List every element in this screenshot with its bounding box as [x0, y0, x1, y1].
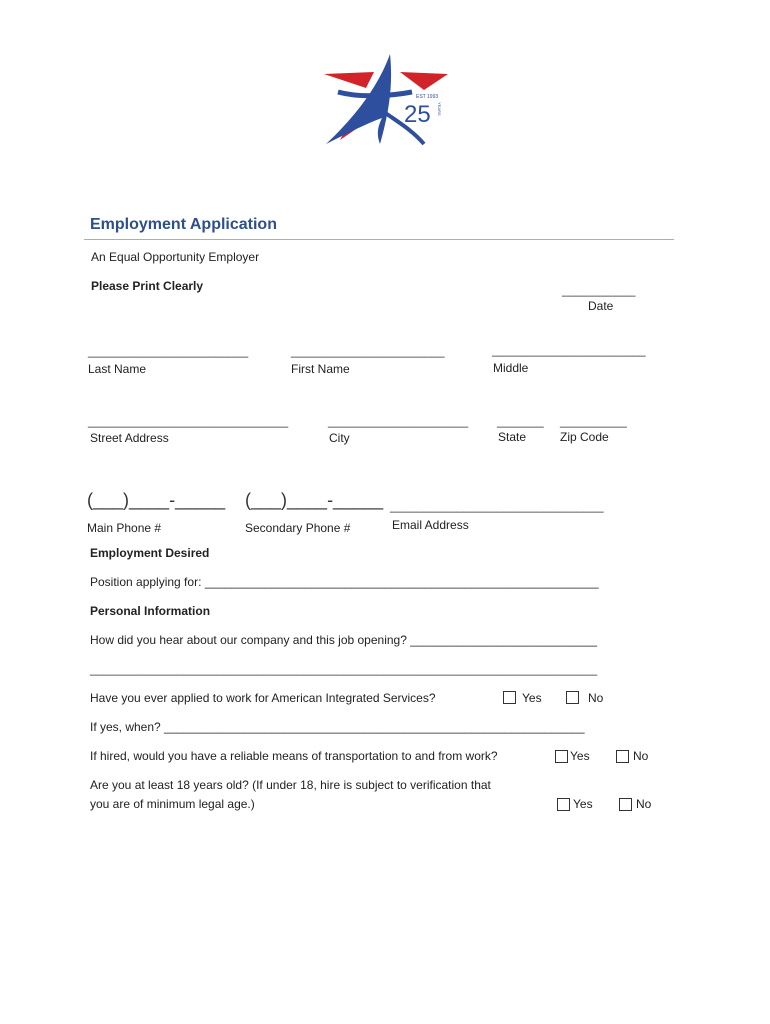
middle-name-field[interactable]: _______________________	[492, 343, 646, 357]
employment-desired-heading: Employment Desired	[90, 546, 210, 560]
applied-before-question: Have you ever applied to work for American Integrated Services?	[90, 691, 436, 705]
first-name-label: First Name	[291, 362, 350, 376]
city-field[interactable]: _____________________	[328, 414, 469, 428]
logo-number-text: 25	[404, 101, 431, 128]
transportation-no-label: No	[633, 749, 649, 763]
applied-before-no-label: No	[588, 691, 604, 705]
secondary-phone-field[interactable]: (___)____-_____	[245, 490, 384, 510]
age-question-line-1: Are you at least 18 years old? (If under 18, hire is subject to verification that	[90, 778, 491, 792]
company-logo	[320, 52, 450, 148]
age-yes-label: Yes	[573, 797, 593, 811]
state-field[interactable]: _______	[497, 414, 544, 428]
email-address-field[interactable]: ________________________________	[390, 499, 604, 513]
personal-information-heading: Personal Information	[90, 604, 211, 618]
street-address-field[interactable]: ______________________________	[88, 414, 289, 428]
secondary-phone-label: Secondary Phone #	[245, 521, 351, 535]
state-label: State	[498, 430, 527, 444]
age-no-checkbox[interactable]	[619, 798, 632, 811]
transportation-yes-label: Yes	[570, 749, 590, 763]
applied-before-no-checkbox[interactable]	[566, 691, 579, 704]
street-address-label: Street Address	[90, 431, 169, 445]
applied-before-yes-checkbox[interactable]	[503, 691, 516, 704]
print-note: Please Print Clearly	[91, 279, 204, 293]
transportation-no-checkbox[interactable]	[616, 750, 629, 763]
transportation-yes-checkbox[interactable]	[555, 750, 568, 763]
zip-code-field[interactable]: __________	[560, 414, 627, 428]
age-question-line-2: you are of minimum legal age.)	[90, 797, 255, 811]
city-label: City	[329, 431, 350, 445]
main-phone-label: Main Phone #	[87, 521, 162, 535]
age-yes-checkbox[interactable]	[557, 798, 570, 811]
logo-years-text: YEARS	[437, 102, 442, 116]
how-did-you-hear-field-continued[interactable]: ____________________________________________________________________________	[90, 662, 598, 676]
last-name-label: Last Name	[88, 362, 147, 376]
email-address-label: Email Address	[392, 518, 469, 532]
logo-est-text: EST 1993	[416, 94, 439, 100]
zip-code-label: Zip Code	[560, 430, 609, 444]
main-phone-field[interactable]: (___)____-_____	[87, 490, 226, 510]
first-name-field[interactable]: _______________________	[291, 344, 445, 358]
subtitle: An Equal Opportunity Employer	[91, 250, 260, 264]
title-divider	[84, 239, 674, 240]
date-field[interactable]: ___________	[562, 283, 636, 297]
position-applying-field[interactable]: Position applying for: ___________________________________________________________	[90, 575, 599, 589]
if-yes-when-field[interactable]: If yes, when? _______________________________________________________________	[90, 720, 585, 734]
last-name-field[interactable]: ________________________	[88, 344, 249, 358]
page-title: Employment Application	[90, 216, 277, 233]
age-no-label: No	[636, 797, 652, 811]
date-label: Date	[588, 299, 614, 313]
how-did-you-hear-field[interactable]: How did you hear about our company and this job opening? ____________________________	[90, 633, 598, 647]
middle-name-label: Middle	[493, 361, 529, 375]
applied-before-yes-label: Yes	[522, 691, 542, 705]
transportation-question: If hired, would you have a reliable means of transportation to and from work?	[90, 749, 498, 763]
